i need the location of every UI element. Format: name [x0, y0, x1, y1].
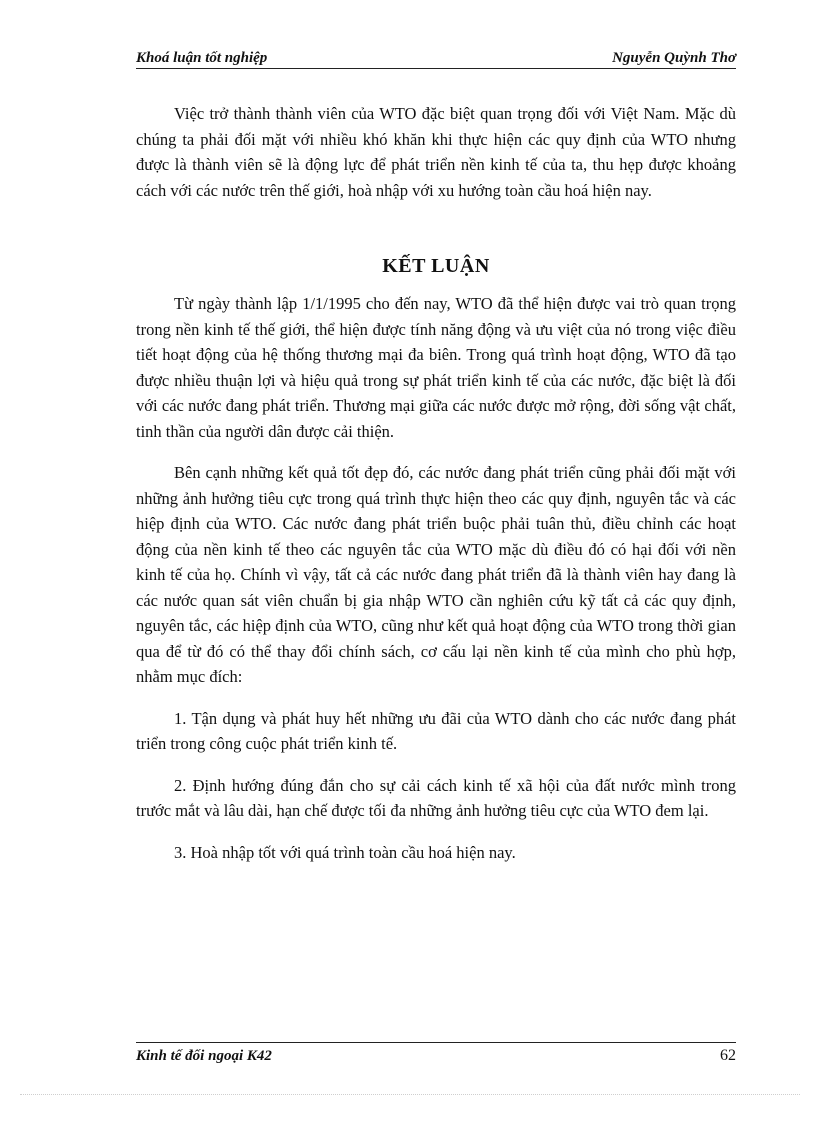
list-item: 1. Tận dụng và phát huy hết những ưu đãi của WTO dành cho các nước đang phát triển trong công cuộc phát triển kinh tế. [136, 708, 736, 753]
document-body [136, 101, 736, 865]
header-author-name: Nguyễn Quỳnh Thơ [612, 50, 736, 66]
header-thesis-label: Khoá luận tốt nghiệp [136, 50, 268, 66]
intro-paragraph: Việc trở thành thành viên của WTO đặc biệt quan trọng đối với Việt Nam. Mặc dù chúng ta phải đối mặt với nhiều khó khăn khi thực hiện các quy định của WTO nhưng được là thành viên sẽ là động lực để phát triển nền kinh tế của ta, thu hẹp được khoảng cách với các nước trên thế giới, hoà nhập với xu hướng toàn cầu hoá hiện nay. [136, 104, 736, 200]
page-header [136, 48, 736, 69]
page-footer [136, 1042, 736, 1065]
section-heading: KẾT LUẬN [382, 255, 490, 277]
page-edge-divider [20, 1094, 800, 1095]
footer-course-label: Kinh tế đối ngoại K42 [136, 1048, 272, 1064]
conclusion-paragraph-1: Từ ngày thành lập 1/1/1995 cho đến nay, WTO đã thể hiện được vai trò quan trọng trong nền kinh tế thế giới, thể hiện được tính năng động và ưu việt của nó trong việc điều tiết hoạt động của hệ thống thương mại đa biên. Trong quá trình hoạt động, WTO đã tạo được nhiều thuận lợi và hiệu quả trong sự phát triển kinh tế của các nước, đặc biệt là đối với các nước đang phát triển. Thương mại giữa các nước được mở rộng, đời sống vật chất, tinh thần của người dân được cải thiện. [136, 294, 736, 441]
list-item: 2. Định hướng đúng đắn cho sự cải cách kinh tế xã hội của đất nước mình trong trước mắt và lâu dài, hạn chế được tối đa những ảnh hưởng tiêu cực của WTO đem lại. [136, 775, 736, 820]
conclusion-paragraph-2: Bên cạnh những kết quả tốt đẹp đó, các nước đang phát triển cũng phải đối mặt với những ảnh hưởng tiêu cực trong quá trình thực hiện theo các quy định, nguyên tắc và các hiệp định của WTO. Các nước đang phát triển buộc phải tuân thủ, điều chỉnh các hoạt động của nền kinh tế theo các nguyên tắc của WTO mặc dù điều đó có hại đối với nền kinh tế của họ. Chính vì vậy, tất cả các nước đang phát triển đã là thành viên hay đang là các nước quan sát viên chuẩn bị gia nhập WTO cần nghiên cứu kỹ tất cả các quy định, nguyên tắc, các hiệp định của WTO, cũng như kết quả hoạt động của WTO trong thời gian qua để từ đó có thể thay đổi chính sách, cơ cấu lại nền kinh tế của mình cho phù hợp, nhằm mục đích: [136, 463, 736, 686]
page-number: 62 [720, 1047, 736, 1064]
list-item: 3. Hoà nhập tốt với quá trình toàn cầu hoá hiện nay. [174, 842, 516, 862]
